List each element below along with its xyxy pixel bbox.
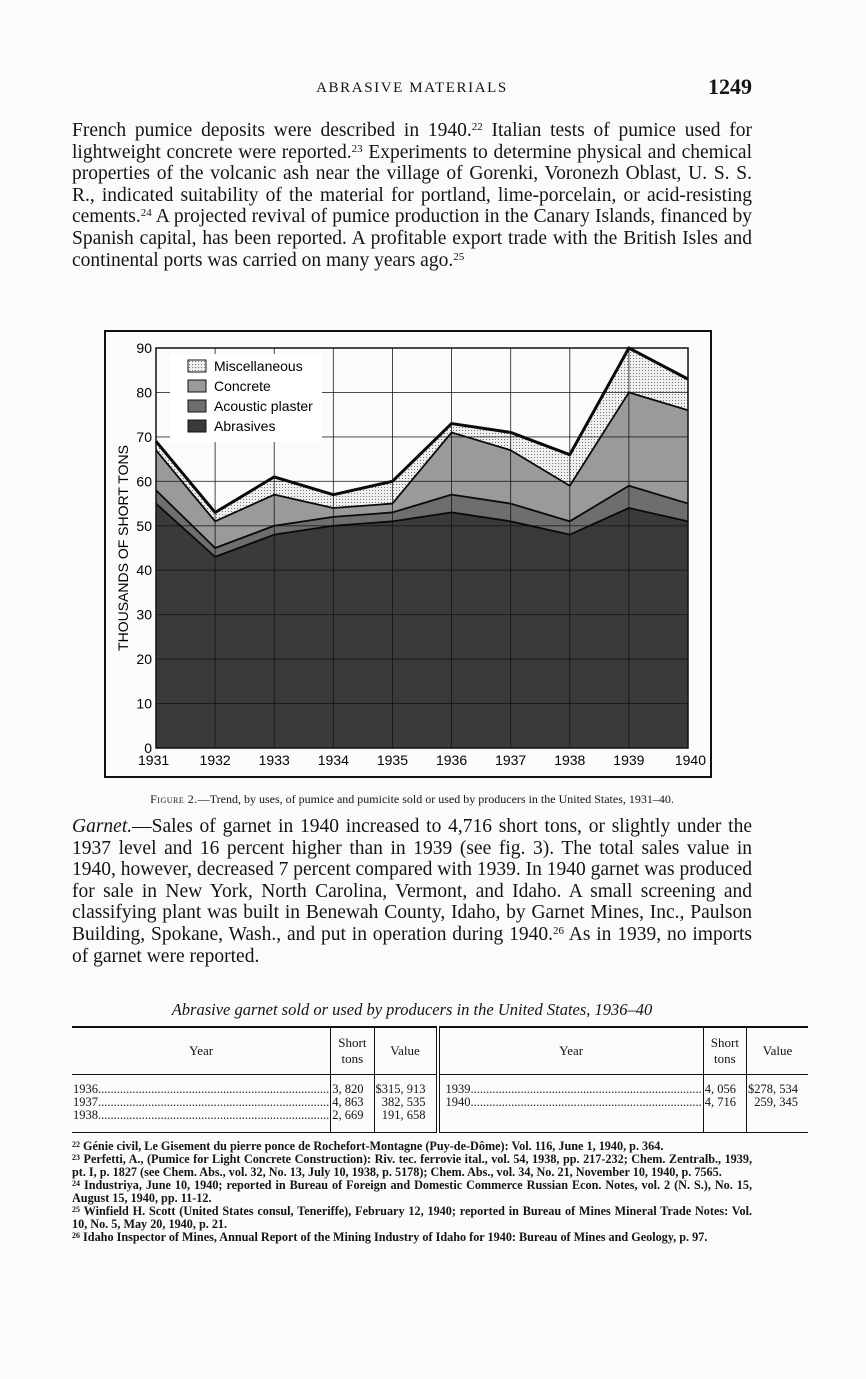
x-tick-label: 1938	[554, 752, 586, 768]
tons-value: 3, 820	[332, 1083, 364, 1096]
y-tick-label: 70	[136, 428, 152, 445]
y-tick-label: 20	[136, 651, 152, 668]
footnote-text: Perfetti, A., (Pumice for Light Concrete Construction): Riv. tec. ferrovie ital., vol. 54, 1938, pp. 217-232; Chem. Zentralb., 1939, pt. I, p. 1827 (see Chem. Abs., vol. 32, No. 13, July 10, 1938, p. 5178); Chem. Abs., vol. 34, No. 21, November 10, 1940, p. 7565.	[72, 1152, 752, 1179]
header-short-tons: Short tons	[331, 1027, 374, 1075]
footnote-ref: 25	[453, 250, 465, 263]
legend-label: Acoustic plaster	[214, 398, 313, 414]
footnote-text: Génie civil, Le Gisement du pierre ponce de Rochefort-Montagne (Puy-de-Dôme): Vol. 116, June 1, 1940, p. 364.	[83, 1139, 664, 1153]
footnote-ref: 24	[140, 207, 152, 220]
page-header	[72, 74, 752, 104]
footnote-ref: 26	[552, 924, 564, 937]
legend-swatch	[188, 360, 206, 372]
text-run: As in 1939, no imports of garnet were reported.	[72, 923, 752, 967]
y-tick-label: 30	[136, 606, 152, 623]
x-tick-label: 1931	[138, 752, 170, 768]
footnote-number: 22	[72, 1140, 80, 1149]
y-tick-label: 60	[136, 473, 152, 490]
value-cell	[374, 1075, 438, 1133]
legend-swatch	[188, 380, 206, 392]
value-amount: 382, 535	[381, 1096, 426, 1109]
value-amount: 191, 658	[381, 1109, 426, 1122]
header-year: Year	[72, 1027, 331, 1075]
footnote-number: 26	[72, 1231, 80, 1240]
y-tick-label: 90	[136, 340, 152, 356]
text-run: Experiments to determine physical and chemical properties of the volcanic ash near the village of Gorenki, Voronezh Oblast, U. S. S. R., indicated suitability of the material for portland, lime-porcelain, or acid-resisting cements.	[72, 141, 752, 228]
value-amount: $315, 913	[375, 1083, 426, 1096]
legend-swatch	[188, 400, 206, 412]
x-tick-label: 1936	[435, 752, 468, 768]
page-number: 1249	[708, 74, 752, 99]
x-tick-label: 1934	[317, 752, 349, 768]
leader-dots: ..........................................................................	[98, 1109, 330, 1122]
leader-dots: ..........................................................................	[470, 1096, 702, 1109]
value-amount: 259, 345	[754, 1096, 798, 1109]
figure-2-chart	[104, 330, 712, 778]
footnote-text: Industriya, June 10, 1940; reported in Bureau of Foreign and Domestic Commerce Russian Econ. Notes, vol. 2 (N. S.), No. 15, August 15, 1940, pp. 11-12.	[72, 1178, 752, 1205]
y-tick-label: 10	[136, 695, 152, 712]
text-run: —Sales of garnet in 1940 increased to 4,716 short tons, or slightly under the 1937 level and 16 percent higher than in 1939 (see fig. 3). The total sales value in 1940, however, decreased 7 percent compared with 1939. In 1940 garnet was produced for sale in New York, North Carolina, Vermont, and Idaho. A small screening and classifying plant was built in Benewah County, Idaho, by Garnet Mines, Inc., Paulson Building, Spokane, Wash., and put in operation during 1940.	[72, 816, 752, 945]
header-value: Value	[374, 1027, 438, 1075]
tons-value: 4, 716	[704, 1096, 736, 1109]
footnote-number: 23	[72, 1153, 80, 1162]
tons-value: 2, 669	[332, 1109, 364, 1122]
tons-value: 4, 056	[704, 1083, 736, 1096]
legend-label: Miscellaneous	[214, 358, 303, 374]
year-entry: 1936..........................................................................	[73, 1083, 330, 1096]
legend-label: Concrete	[214, 378, 271, 394]
paragraph-pumice	[72, 120, 752, 271]
figure-label: Figure 2.	[150, 792, 198, 806]
y-tick-label: 0	[144, 740, 152, 756]
footnote-number: 24	[72, 1179, 80, 1188]
leader-dots: ..........................................................................	[98, 1083, 330, 1096]
value-cell	[747, 1075, 809, 1133]
y-tick-label: 50	[136, 517, 152, 534]
year-entry: 1938..........................................................................	[73, 1109, 330, 1122]
footnote-ref: 22	[471, 121, 483, 133]
footnotes	[72, 1140, 752, 1244]
year-entry: 1939..........................................................................	[445, 1083, 702, 1096]
legend-label: Abrasives	[214, 418, 276, 434]
text-run: A projected revival of pumice production in the Canary Islands, financed by Spanish capital, has been reported. A profitable export trade with the British Isles and continental ports was carried on many years ago.	[72, 206, 752, 271]
footnote-ref: 23	[351, 142, 363, 155]
y-tick-label: 40	[136, 562, 152, 579]
y-axis-label: THOUSANDS OF SHORT TONS	[115, 445, 131, 651]
header-short-tons: Short tons	[703, 1027, 746, 1075]
y-tick-label: 80	[136, 384, 152, 401]
table-row	[72, 1075, 808, 1133]
leader-dots: ..........................................................................	[98, 1096, 330, 1109]
footnote-text: Idaho Inspector of Mines, Annual Report of the Mining Industry of Idaho for 1940: Bureau of Mines and Geology, p. 97.	[83, 1230, 708, 1244]
paragraph-garnet	[72, 816, 752, 967]
value-amount: $278, 534	[748, 1083, 798, 1096]
x-tick-label: 1932	[199, 752, 231, 768]
caption-text: —Trend, by uses, of pumice and pumicite sold or used by producers in the United States, 1931–40.	[197, 792, 674, 806]
header-value: Value	[747, 1027, 809, 1075]
text-run: Italian tests of pumice used for lightweight concrete were reported.	[72, 120, 752, 163]
table-header-row	[72, 1027, 808, 1075]
year-entry: 1937..........................................................................	[73, 1096, 330, 1109]
year-cell	[438, 1075, 704, 1133]
footnote-number: 25	[72, 1205, 80, 1214]
footnote-23	[72, 1153, 752, 1179]
tons-cell	[331, 1075, 374, 1133]
year-entry: 1940..........................................................................	[445, 1096, 702, 1109]
figure-caption	[72, 792, 752, 807]
garnet-lead: Garnet.	[72, 816, 133, 837]
text-run: French pumice deposits were described in 1940.	[72, 120, 472, 141]
header-year: Year	[438, 1027, 704, 1075]
x-tick-label: 1937	[495, 752, 527, 768]
x-tick-label: 1933	[258, 752, 290, 768]
footnote-26	[72, 1231, 752, 1244]
tons-value: 4, 863	[332, 1096, 364, 1109]
leader-dots: ..........................................................................	[470, 1083, 702, 1096]
table-title: Abrasive garnet sold or used by producers in the United States, 1936–40	[171, 1000, 653, 1019]
footnote-25	[72, 1205, 752, 1231]
x-tick-label: 1939	[613, 752, 645, 768]
footnote-24	[72, 1179, 752, 1205]
legend-swatch	[188, 420, 206, 432]
footnote-text: Winfield H. Scott (United States consul, Teneriffe), February 12, 1940; reported in Bureau of Mines Mineral Trade Notes: Vol. 10, No. 5, May 20, 1940, p. 21.	[72, 1204, 753, 1231]
running-head: ABRASIVE MATERIALS	[316, 80, 508, 96]
chart-legend	[170, 354, 322, 442]
year-cell	[72, 1075, 331, 1133]
garnet-table	[72, 1026, 808, 1133]
x-tick-label: 1940	[674, 752, 706, 768]
tons-cell	[703, 1075, 746, 1133]
x-tick-label: 1935	[376, 752, 409, 768]
